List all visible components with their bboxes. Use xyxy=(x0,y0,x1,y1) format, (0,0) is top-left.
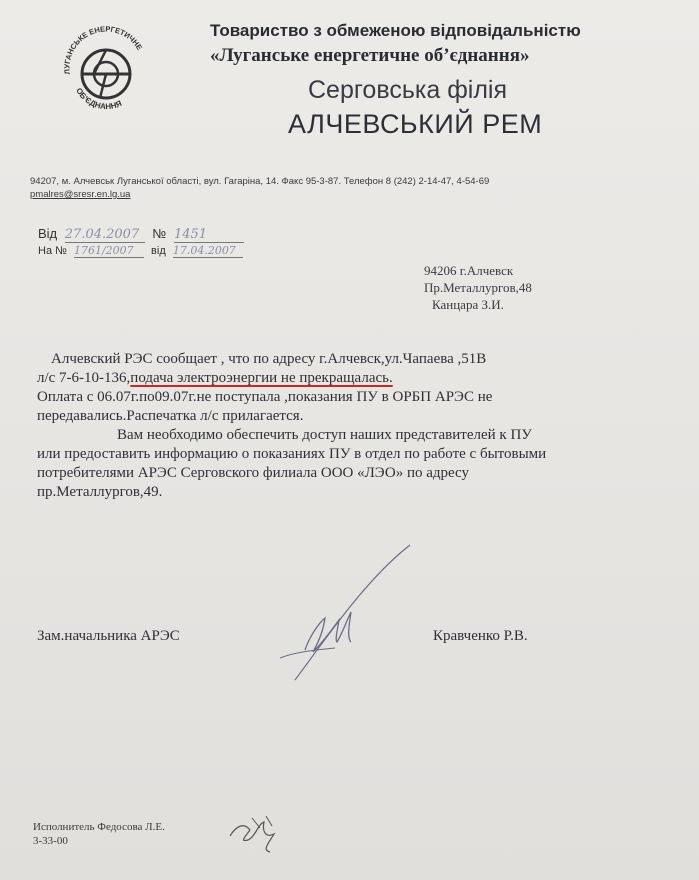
contact-email: pmalres@sresr.en.lg.ua xyxy=(30,189,131,200)
recipient-block xyxy=(424,262,532,313)
body-line xyxy=(37,369,682,388)
handwritten-signature xyxy=(265,540,425,690)
company-logo xyxy=(54,22,154,122)
incoming-ref xyxy=(38,244,248,262)
outgoing-ref xyxy=(38,226,248,244)
reply-date: 17.04.2007 xyxy=(173,244,243,258)
body-line: передавались.Распечатка л/с прилагается. xyxy=(37,408,304,424)
from-date: 27.04.2007 xyxy=(65,227,145,243)
recipient-city: 94206 г.Алчевск xyxy=(424,263,514,278)
body-line: Оплата с 06.07г.по09.07г.не поступала ,показания ПУ в ОРБП АРЭС не xyxy=(37,389,493,405)
underlined-statement: подача электроэнергии не прекращалась. xyxy=(130,370,393,386)
contact-block xyxy=(30,175,680,201)
executor-initials xyxy=(222,808,302,858)
number-label: № xyxy=(152,226,167,241)
department-name: АЛЧЕВСЬКИЙ РЕМ xyxy=(288,109,543,139)
logo-text-bottom: ОБ'ЄДНАННЯ xyxy=(74,86,124,112)
letter-body xyxy=(37,350,682,502)
contact-address: 94207, м. Алчевськ Луганської області, вул. Гагаріна, 14. Факс 95-3-87. Телефон 8 (242) 2-14-47, 4-54-69 xyxy=(30,176,490,187)
branch-name: Серговська філія xyxy=(308,76,507,104)
reply-value: 1761/2007 xyxy=(74,244,144,258)
logo-text-top: ЛУГАНСЬКЕ ЕНЕРГЕТИЧНЕ xyxy=(62,24,145,75)
executor-name: Исполнитель Федосова Л.Е. xyxy=(33,821,165,833)
body-line: пр.Металлургов,49. xyxy=(37,484,163,500)
recipient-name: Канцара З.И. xyxy=(432,297,504,312)
executor-block xyxy=(33,820,165,848)
recipient-street: Пр.Металлургов,48 xyxy=(424,280,532,295)
number-value: 1451 xyxy=(174,227,244,243)
from-label: Від xyxy=(38,226,58,241)
signatory-position: Зам.начальника АРЭС xyxy=(37,628,180,644)
executor-phone: 3-33-00 xyxy=(33,835,68,847)
account-number: л/с 7-6-10-136, xyxy=(37,370,131,386)
body-line: Алчевский РЭС сообщает , что по адресу г.Алчевск,ул.Чапаева ,51В xyxy=(51,351,487,367)
reply-from-label: від xyxy=(151,245,166,257)
reference-block xyxy=(38,226,248,262)
reply-label: На № xyxy=(38,245,67,257)
svg-text:ОБ'ЄДНАННЯ xyxy=(74,86,123,111)
signatory-name: Кравченко Р.В. xyxy=(433,628,528,644)
body-line: потребителями АРЭС Серговского филиала ООО «ЛЭО» по адресу xyxy=(37,465,470,481)
org-type: Товариство з обмеженою відповідальністю xyxy=(210,21,581,40)
org-name: «Луганське енергетичне об’єднання» xyxy=(210,45,530,66)
body-line: или предоставить информацию о показаниях ПУ в отдел по работе с бытовыми xyxy=(37,446,547,462)
body-line: Вам необходимо обеспечить доступ наших представителей к ПУ xyxy=(117,427,532,443)
